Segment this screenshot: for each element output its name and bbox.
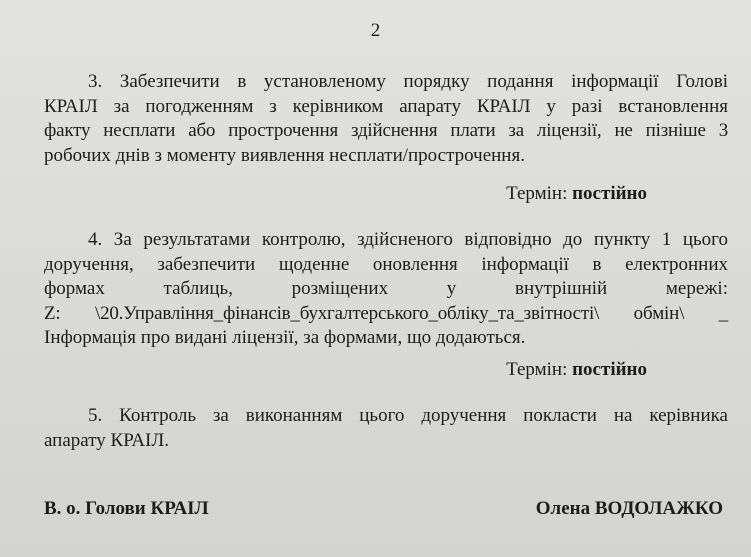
item-5-paragraph — [44, 404, 728, 453]
term-1-label: Термін: — [506, 183, 573, 204]
item-3-line-2: КРАІЛ за погодженням з керівником апарату КРАІЛ у разі встановлення — [44, 95, 728, 117]
signature-position: В. о. Голови КРАІЛ — [44, 498, 209, 519]
signature-name: Олена ВОДОЛАЖКО — [535, 498, 723, 519]
item-3-line-4: робочих днів з моменту виявлення несплати/прострочення. — [44, 144, 525, 166]
term-2-value: постійно — [572, 359, 647, 380]
item-3-line-1: 3. Забезпечити в установленому порядку подання інформації Голові — [88, 71, 728, 92]
item-4-line-3: формах таблиць, розміщених у внутрішній мережі: — [44, 278, 728, 299]
item-4-paragraph — [44, 228, 728, 351]
item-5-line-1: 5. Контроль за виконанням цього доручення покласти на керівника — [88, 405, 728, 426]
item-4-line-2: доручення, забезпечити щоденне оновлення інформації в електронних — [44, 253, 728, 275]
page-number: 2 — [370, 20, 381, 41]
term-2 — [506, 359, 647, 381]
term-1-value: постійно — [572, 183, 647, 204]
item-4-line-4: Z: \20.Управління_фінансів_бухгалтерського_обліку_та_звітності\ обмін\ _ — [44, 302, 728, 324]
item-3-paragraph — [44, 70, 728, 168]
term-1 — [506, 183, 647, 205]
item-3-line-3: факту несплати або прострочення здійснення плати за ліцензії, не пізніше 3 — [44, 120, 728, 141]
item-5-line-2: апарату КРАІЛ. — [44, 429, 170, 451]
item-4-line-5: Інформація про видані ліцензії, за формами, що додаються. — [44, 327, 526, 348]
term-2-label: Термін: — [506, 359, 573, 380]
item-4-line-1: 4. За результатами контролю, здійсненого відповідно до пункту 1 цього — [88, 229, 728, 250]
